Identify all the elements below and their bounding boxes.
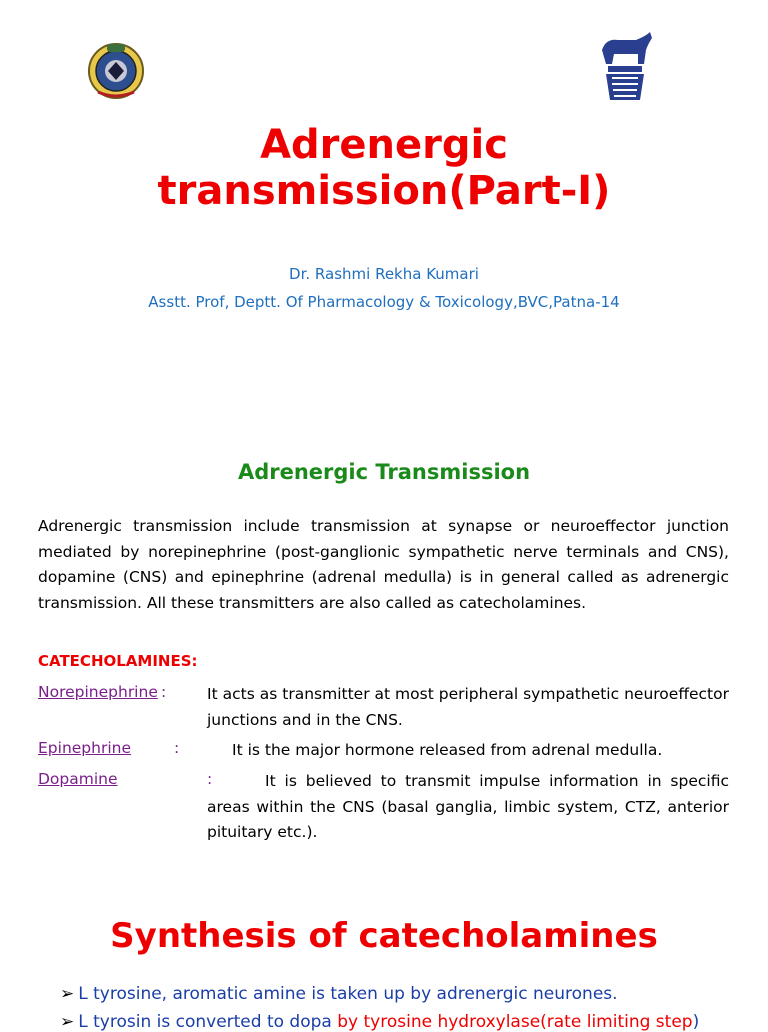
title-line-2: transmission(Part-I) bbox=[157, 168, 611, 214]
term-colon: : bbox=[174, 739, 180, 757]
synthesis-heading: Synthesis of catecholamines bbox=[110, 916, 658, 956]
title-line-1: Adrenergic bbox=[260, 122, 508, 168]
section-heading: Adrenergic Transmission bbox=[237, 460, 531, 484]
author-affiliation: Asstt. Prof, Deptt. Of Pharmacology & Toxicology,BVC,Patna-14 bbox=[148, 293, 620, 311]
arrow-bullet-icon: ➢ bbox=[60, 1012, 75, 1032]
term-colon: : bbox=[161, 683, 167, 701]
bullet-end: ) bbox=[692, 1012, 700, 1032]
desc-dopamine: It is believed to transmit impulse information in specific areas within the CNS (basal ganglia, limbic system, CTZ, anterior pituitary etc.). bbox=[207, 772, 729, 841]
page-title bbox=[0, 122, 768, 214]
author-name: Dr. Rashmi Rekha Kumari bbox=[289, 265, 479, 283]
desc-norepinephrine: It acts as transmitter at most peripheral sympathetic neuroeffector junctions and in the CNS. bbox=[207, 685, 729, 729]
bullet-item bbox=[60, 1012, 699, 1032]
bullet-text: L tyrosin is converted to dopa bbox=[78, 1012, 338, 1032]
term-colon: : bbox=[207, 770, 213, 788]
term-epinephrine[interactable]: Epinephrine bbox=[38, 739, 131, 757]
term-dopamine[interactable]: Dopamine bbox=[38, 770, 118, 788]
bull-emblem-logo bbox=[592, 28, 656, 104]
bullet-text: L tyrosine, aromatic amine is taken up by adrenergic neurones. bbox=[78, 984, 618, 1004]
term-norepinephrine[interactable]: Norepinephrine bbox=[38, 683, 158, 701]
desc-epinephrine: It is the major hormone released from adrenal medulla. bbox=[232, 741, 663, 759]
catecholamines-heading: CATECHOLAMINES: bbox=[38, 652, 198, 670]
author-block bbox=[0, 260, 768, 316]
arrow-bullet-icon: ➢ bbox=[60, 984, 75, 1004]
bullet-item bbox=[60, 984, 618, 1004]
bullet-highlight: by tyrosine hydroxylase(rate limiting step bbox=[337, 1012, 693, 1032]
intro-paragraph: Adrenergic transmission include transmission at synapse or neuroeffector junction mediated by norepinephrine (post-ganglionic sympathetic nerve terminals and CNS), dopamine (CNS) and epinephrine (adrenal medulla) is in general called as adrenergic transmission. All these transmitters are also called as catecholamines. bbox=[38, 517, 729, 612]
college-emblem-logo bbox=[86, 40, 146, 100]
